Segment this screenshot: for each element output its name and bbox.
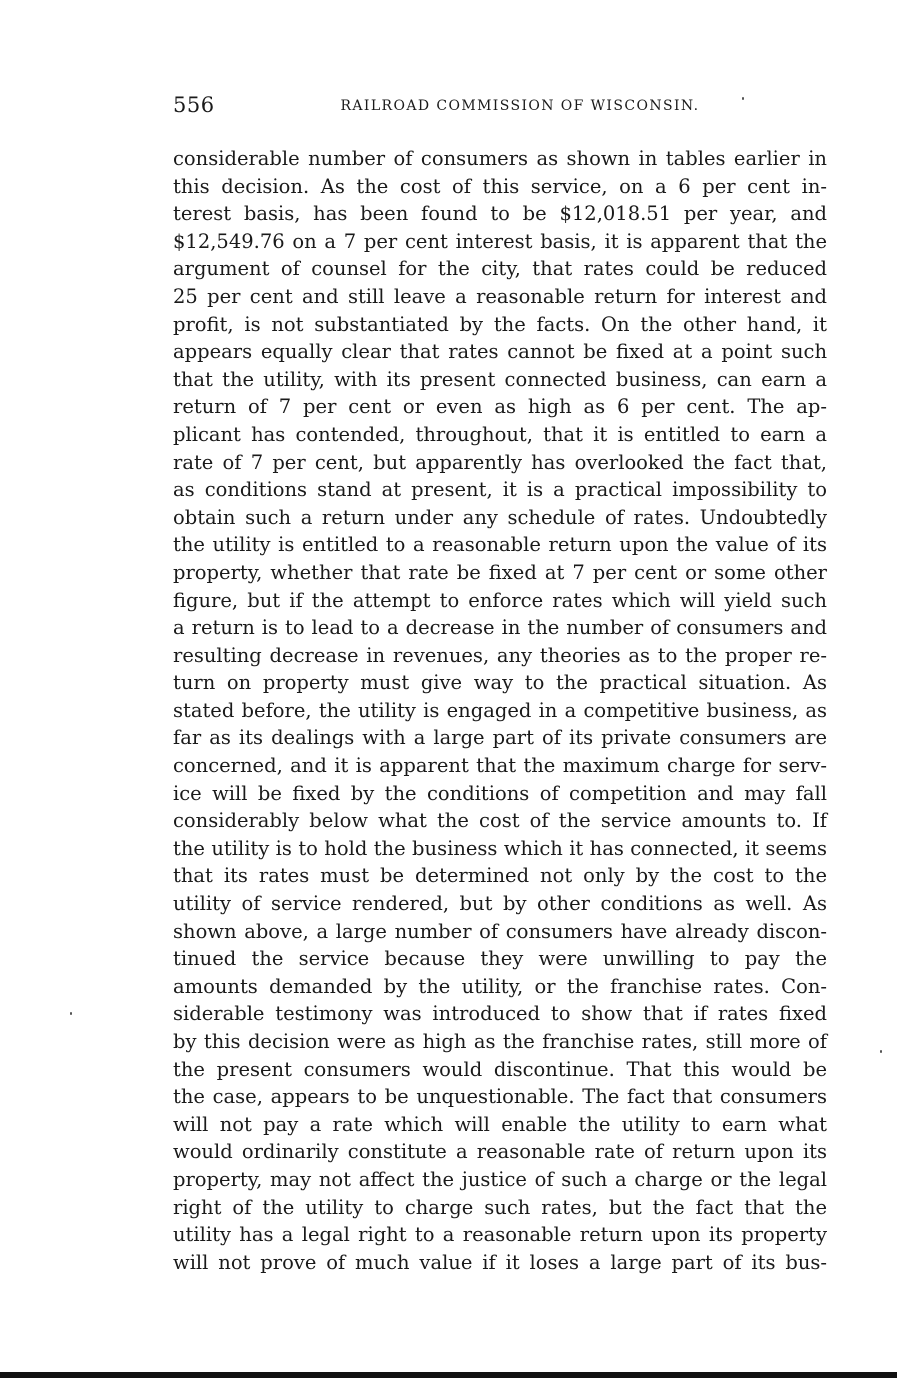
text-line: property, whether that rate be fixed at 7 per cent or some other (173, 560, 827, 584)
body-text (173, 145, 827, 1276)
text-line: considerably below what the cost of the service amounts to. If (173, 809, 827, 833)
text-line: obtain such a return under any schedule of rates. Undoubtedly (173, 505, 827, 529)
scan-speck (880, 1050, 882, 1053)
text-line: will not pay a rate which will enable the utility to earn what (173, 1112, 827, 1136)
text-line: figure, but if the attempt to enforce rates which will yield such (173, 588, 827, 612)
text-line: stated before, the utility is engaged in a competitive business, as (173, 698, 827, 722)
running-head: RAILROAD COMMISSION OF WISCONSIN. (340, 98, 700, 114)
text-line: the utility is to hold the business which it has connected, it seems (173, 836, 827, 860)
text-line: concerned, and it is apparent that the maximum charge for serv- (173, 754, 827, 778)
text-line: right of the utility to charge such rates, but the fact that the (173, 1195, 827, 1219)
text-line: would ordinarily constitute a reasonable rate of return upon its (173, 1140, 827, 1164)
scan-speck (742, 97, 744, 100)
text-line: ice will be fixed by the conditions of competition and may fall (173, 781, 827, 805)
text-line: the present consumers would discontinue. That this would be (173, 1057, 827, 1081)
text-line: this decision. As the cost of this service, on a 6 per cent in- (173, 174, 827, 198)
page-number: 556 (173, 93, 215, 117)
text-line: will not prove of much value if it loses a large part of its bus- (173, 1250, 827, 1274)
text-line: resulting decrease in revenues, any theories as to the proper re- (173, 643, 827, 667)
text-line: terest basis, has been found to be $12,018.51 per year, and (173, 202, 827, 226)
text-line: argument of counsel for the city, that rates could be reduced (173, 257, 827, 281)
text-line: return of 7 per cent or even as high as 6 per cent. The ap- (173, 395, 827, 419)
text-line: the utility is entitled to a reasonable return upon the value of its (173, 533, 827, 557)
scan-speck (70, 1012, 72, 1015)
text-line: turn on property must give way to the practical situation. As (173, 671, 827, 695)
text-line: appears equally clear that rates cannot be fixed at a point such (173, 340, 827, 364)
text-line: profit, is not substantiated by the facts. On the other hand, it (173, 312, 827, 336)
text-line: far as its dealings with a large part of its private consumers are (173, 726, 827, 750)
text-line: a return is to lead to a decrease in the number of consumers and (173, 616, 827, 640)
text-line: rate of 7 per cent, but apparently has overlooked the fact that, (173, 450, 827, 474)
text-line: siderable testimony was introduced to show that if rates fixed (173, 1002, 827, 1026)
text-line: the case, appears to be unquestionable. The fact that consumers (173, 1085, 827, 1109)
text-line: utility has a legal right to a reasonable return upon its property (173, 1223, 827, 1247)
text-line: as conditions stand at present, it is a practical impossibility to (173, 478, 827, 502)
scan-border (0, 1372, 897, 1378)
text-line: that its rates must be determined not only by the cost to the (173, 864, 827, 888)
text-line: amounts demanded by the utility, or the franchise rates. Con- (173, 974, 827, 998)
text-line: tinued the service because they were unwilling to pay the (173, 947, 827, 971)
text-line: considerable number of consumers as shown in tables earlier in (173, 147, 827, 170)
text-line: property, may not affect the justice of such a charge or the legal (173, 1167, 827, 1191)
text-line: utility of service rendered, but by other conditions as well. As (173, 892, 827, 916)
text-line: 25 per cent and still leave a reasonable return for interest and (173, 284, 827, 308)
text-line: shown above, a large number of consumers have already discon- (173, 919, 827, 943)
text-line: plicant has contended, throughout, that it is entitled to earn a (173, 422, 827, 446)
page-header (173, 93, 827, 123)
text-line: by this decision were as high as the franchise rates, still more of (173, 1030, 827, 1053)
text-line: $12,549.76 on a 7 per cent interest basis, it is apparent that the (173, 229, 827, 253)
text-line: that the utility, with its present connected business, can earn a (173, 367, 827, 391)
